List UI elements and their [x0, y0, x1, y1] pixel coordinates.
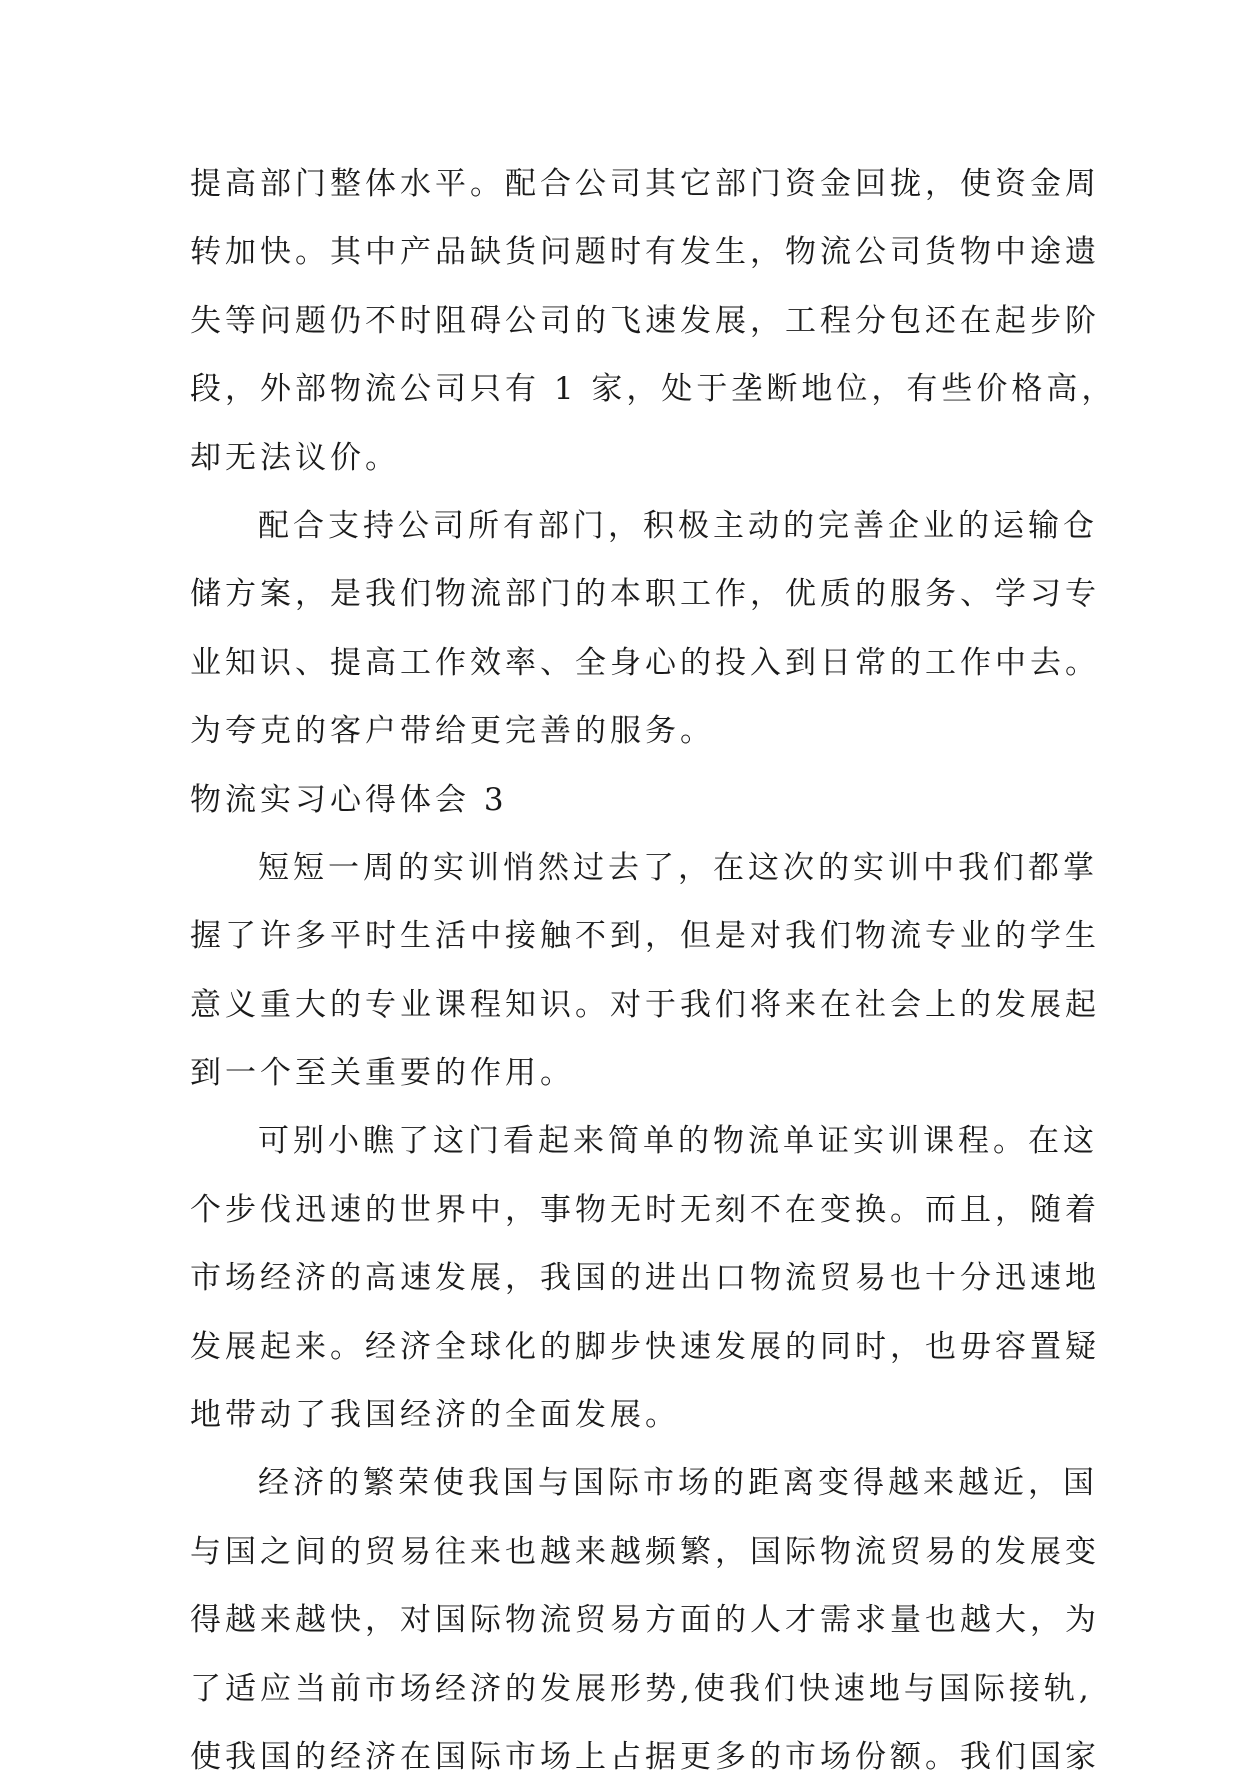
- document-body: [190, 150, 1117, 1791]
- paragraph-line: 段，外部物流公司只有 1 家，处于垄断地位，有些价格高，: [190, 371, 1117, 408]
- paragraph-line: 发展起来。经济全球化的脚步快速发展的同时，也毋容置疑: [190, 1328, 1100, 1365]
- paragraph-line: 个步伐迅速的世界中，事物无时无刻不在变换。而且，随着: [190, 1191, 1100, 1228]
- paragraph-line: 得越来越快，对国际物流贸易方面的人才需求量也越大，为: [190, 1602, 1100, 1639]
- paragraph-line: 到一个至关重要的作用。: [190, 1055, 575, 1092]
- paragraph-line: 经济的繁荣使我国与国际市场的距离变得越来越近，国: [258, 1465, 1098, 1502]
- paragraph: [190, 1449, 1100, 1791]
- paragraph-line: 配合支持公司所有部门，积极主动的完善企业的运输仓: [258, 507, 1098, 544]
- section-heading: 物流实习心得体会 3: [190, 781, 508, 818]
- paragraph-line: 握了许多平时生活中接触不到，但是对我们物流专业的学生: [190, 918, 1100, 955]
- paragraph-line: 提高部门整体水平。配合公司其它部门资金回拢，使资金周: [190, 166, 1100, 202]
- paragraph-line: 短短一周的实训悄然过去了，在这次的实训中我们都掌: [258, 849, 1098, 886]
- paragraph: [190, 492, 1100, 766]
- paragraph-line: 却无法议价。: [190, 439, 400, 476]
- paragraph-line: 市场经济的高速发展，我国的进出口物流贸易也十分迅速地: [190, 1260, 1100, 1297]
- paragraph-line: 地带动了我国经济的全面发展。: [190, 1397, 680, 1434]
- paragraph-line: 可别小瞧了这门看起来简单的物流单证实训课程。在这: [258, 1123, 1098, 1160]
- paragraph-line: 转加快。其中产品缺货问题时有发生，物流公司货物中途遗: [190, 234, 1100, 271]
- paragraph-line: 使我国的经济在国际市场上占据更多的市场份额。我们国家: [190, 1738, 1100, 1775]
- paragraph-line: 业知识、提高工作效率、全身心的投入到日常的工作中去。: [190, 644, 1100, 681]
- paragraph-line: 意义重大的专业课程知识。对于我们将来在社会上的发展起: [190, 986, 1100, 1023]
- paragraph-line: 为夸克的客户带给更完善的服务。: [190, 713, 715, 750]
- paragraph: [190, 150, 1117, 492]
- paragraph-line: 储方案，是我们物流部门的本职工作，优质的服务、学习专: [190, 576, 1100, 613]
- paragraph: [190, 1107, 1100, 1449]
- paragraph-line: 与国之间的贸易往来也越来越频繁，国际物流贸易的发展变: [190, 1533, 1100, 1570]
- paragraph: [190, 834, 1100, 1108]
- paragraph-line: 了适应当前市场经济的发展形势,使我们快速地与国际接轨,: [190, 1670, 1093, 1707]
- paragraph-line: 失等问题仍不时阻碍公司的飞速发展，工程分包还在起步阶: [190, 302, 1100, 339]
